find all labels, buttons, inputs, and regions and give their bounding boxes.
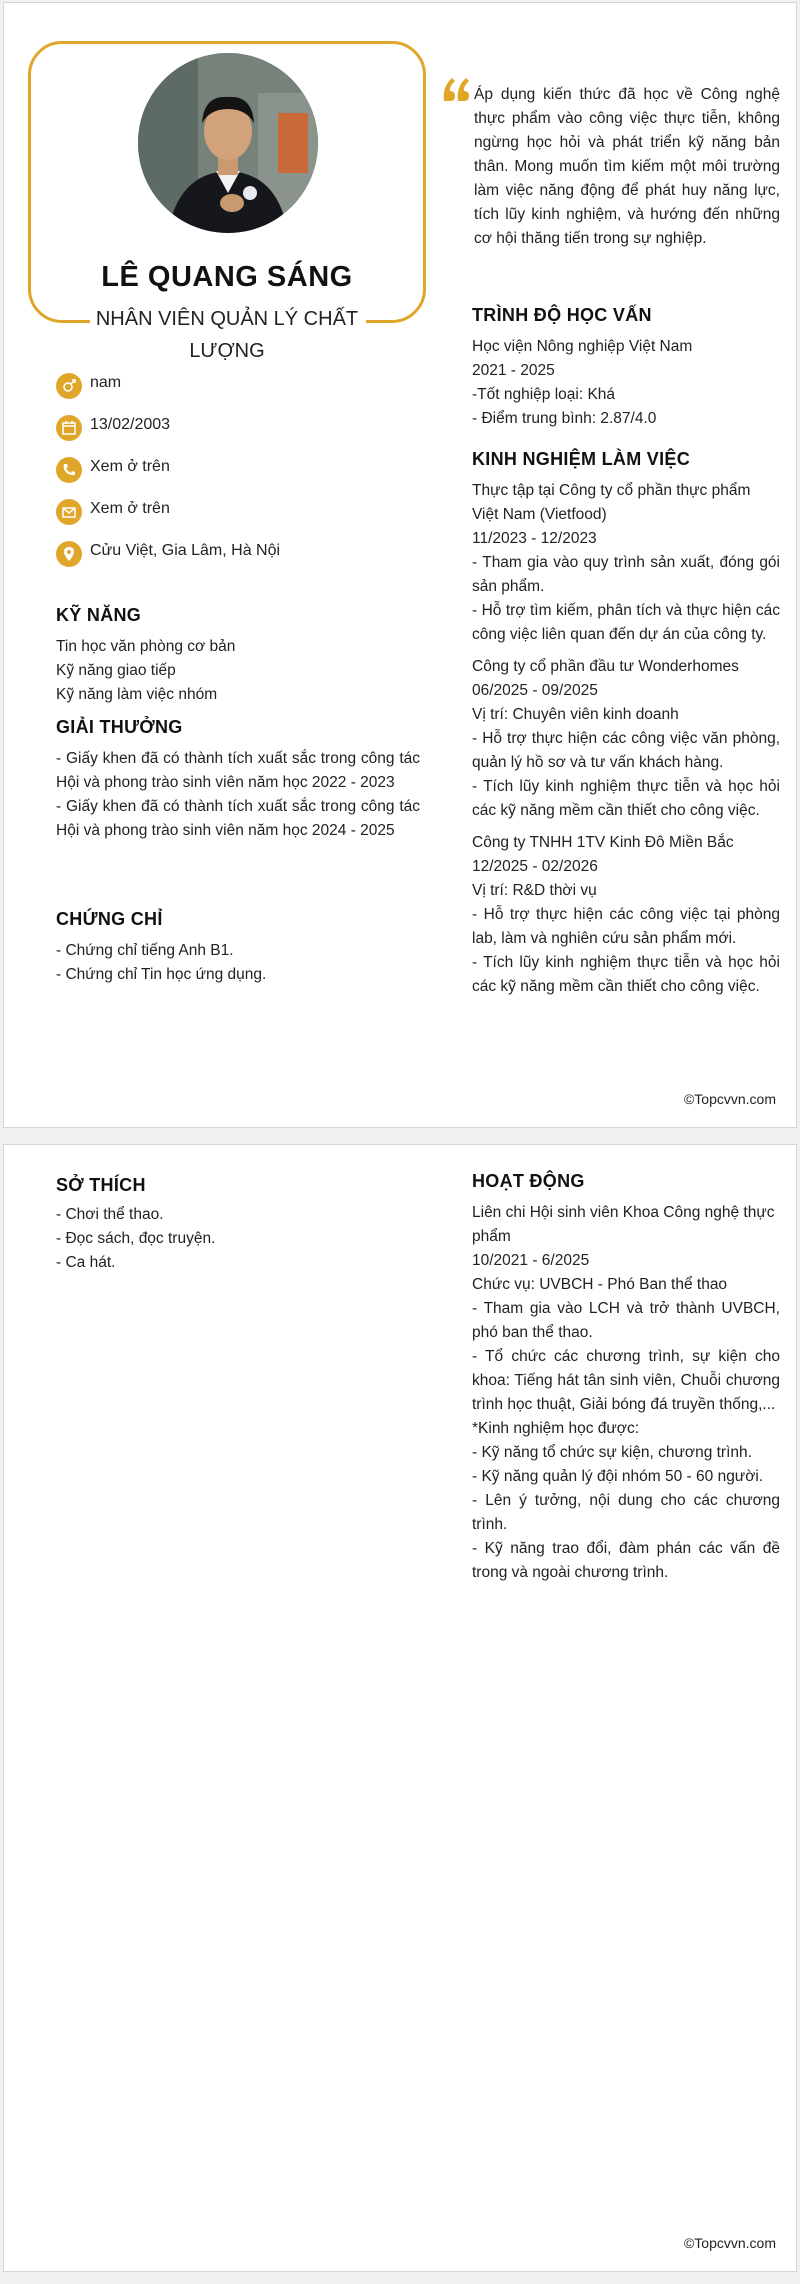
hobbies-list [56, 1203, 428, 1275]
list-item: - Giấy khen đã có thành tích xuất sắc trong công tác Hội và phong trào sinh viên năm học 2022 - 2023 [56, 750, 420, 791]
job-entry [472, 831, 780, 999]
education-period: 2021 - 2025 [472, 362, 555, 379]
education-block [472, 335, 780, 431]
calendar-icon [56, 415, 82, 441]
list-item: - Đọc sách, đọc truyện. [56, 1230, 216, 1247]
footer-brand: ©Topcvvn.com [683, 2235, 776, 2251]
job-line: - Tham gia vào quy trình sản xuất, đóng gói sản phẩm. [472, 554, 780, 595]
job-title: NHÂN VIÊN QUẢN LÝ CHẤT LƯỢNG [95, 308, 359, 362]
job-line: - Hỗ trợ thực hiện các công việc văn phòng, quản lý hồ sơ và tư vấn khách hàng. [472, 730, 780, 771]
phone-icon [56, 457, 82, 483]
activity-org: Liên chi Hội sinh viên Khoa Công nghệ thực phẩm [472, 1204, 775, 1245]
job-entry [472, 655, 780, 823]
activities-title: HOẠT ĐỘNG [472, 1171, 585, 1191]
awards-title: GIẢI THƯỞNG [56, 717, 183, 737]
quote-icon [442, 75, 472, 103]
job-period: 11/2023 - 12/2023 [472, 530, 597, 547]
hobbies-title: SỞ THÍCH [56, 1175, 146, 1195]
list-item: Kỹ năng làm việc nhóm [56, 686, 218, 703]
job-line: - Tích lũy kinh nghiệm thực tiễn và học hỏi các kỹ năng mềm cần thiết cho công việc. [472, 778, 780, 819]
skills-title: KỸ NĂNG [56, 605, 142, 625]
activity-line: - Tham gia vào LCH và trở thành UVBCH, phó ban thể thao. [472, 1300, 780, 1341]
job-line: - Hỗ trợ thực hiện các công việc tại phòng lab, làm và nghiên cứu sản phẩm mới. [472, 906, 780, 947]
gender-icon [56, 373, 82, 399]
list-item: Tin học văn phòng cơ bản [56, 638, 236, 655]
job-entry [472, 479, 780, 647]
education-rank: -Tốt nghiệp loại: Khá [472, 386, 616, 403]
job-role: Vị trí: R&D thời vụ [472, 882, 597, 899]
job-company: Thực tập tại Công ty cổ phần thực phẩm Việt Nam (Vietfood) [472, 482, 751, 523]
job-company: Công ty cổ phần đầu tư Wonderhomes [472, 658, 739, 675]
job-line: - Hỗ trợ tìm kiếm, phân tích và thực hiện các công việc liên quan đến dự án của công ty. [472, 602, 780, 643]
list-item: - Giấy khen đã có thành tích xuất sắc trong công tác Hội và phong trào sinh viên năm học 2024 - 2025 [56, 798, 420, 839]
education-school: Học viện Nông nghiệp Việt Nam [472, 338, 693, 355]
job-line: - Tích lũy kinh nghiệm thực tiễn và học hỏi các kỹ năng mềm cần thiết cho công việc. [472, 954, 780, 995]
skills-list [56, 635, 428, 707]
activity-line: *Kinh nghiệm học được: [472, 1420, 640, 1437]
activities-block [472, 1201, 780, 1585]
job-period: 12/2025 - 02/2026 [472, 858, 598, 875]
list-item: - Ca hát. [56, 1254, 116, 1271]
awards-list [56, 747, 420, 843]
activity-line: - Kỹ năng tổ chức sự kiện, chương trình. [472, 1444, 752, 1461]
job-role: Vị trí: Chuyên viên kinh doanh [472, 706, 679, 723]
list-item: - Chơi thể thao. [56, 1206, 164, 1223]
footer-brand: ©Topcvvn.com [683, 1091, 776, 1107]
contact-birthday: 13/02/2003 [56, 417, 170, 447]
email-icon [56, 499, 82, 525]
certificates-title: CHỨNG CHỈ [56, 909, 163, 929]
list-item: - Chứng chỉ Tin học ứng dụng. [56, 966, 267, 983]
experience-list [472, 479, 780, 999]
activity-line: - Kỹ năng quản lý đội nhóm 50 - 60 người. [472, 1468, 764, 1485]
job-period: 06/2025 - 09/2025 [472, 682, 598, 699]
contact-phone: Xem ở trên [56, 459, 170, 489]
experience-title: KINH NGHIỆM LÀM VIỆC [472, 449, 691, 469]
activity-line: - Tổ chức các chương trình, sự kiện cho khoa: Tiếng hát tân sinh viên, Chuỗi chương trình học thuật, Giải bóng đá truyền thống,... [472, 1348, 780, 1413]
list-item: Kỹ năng giao tiếp [56, 662, 176, 679]
candidate-name: LÊ QUANG SÁNG [101, 261, 353, 293]
contact-email: Xem ở trên [56, 501, 170, 531]
activity-line: - Lên ý tưởng, nội dung cho các chương trình. [472, 1492, 780, 1533]
list-item: - Chứng chỉ tiếng Anh B1. [56, 942, 234, 959]
cv-page-1 [3, 2, 797, 1128]
location-icon [56, 541, 82, 567]
education-gpa: - Điểm trung bình: 2.87/4.0 [472, 410, 657, 427]
contact-gender: nam [56, 375, 121, 405]
job-company: Công ty TNHH 1TV Kinh Đô Miền Bắc [472, 834, 734, 851]
activity-period: 10/2021 - 6/2025 [472, 1252, 590, 1269]
education-title: TRÌNH ĐỘ HỌC VẤN [472, 305, 652, 325]
cv-page-2 [3, 1144, 797, 2272]
certificates-list [56, 939, 428, 987]
avatar [138, 53, 318, 233]
activity-role: Chức vụ: UVBCH - Phó Ban thể thao [472, 1276, 728, 1293]
activity-line: - Kỹ năng trao đổi, đàm phán các vấn đề trong và ngoài chương trình. [472, 1540, 780, 1581]
contact-address: Cửu Việt, Gia Lâm, Hà Nội [56, 543, 280, 573]
career-objective: Áp dụng kiến thức đã học về Công nghệ thực phẩm vào công việc thực tiễn, không ngừng học hỏi và phát triển kỹ năng bản thân. Mong muốn tìm kiếm một môi trường làm việc năng động để phát huy năng lực, tích lũy kinh nghiệm, và hướng đến những cơ hội thăng tiến trong sự nghiệp. [474, 86, 780, 247]
